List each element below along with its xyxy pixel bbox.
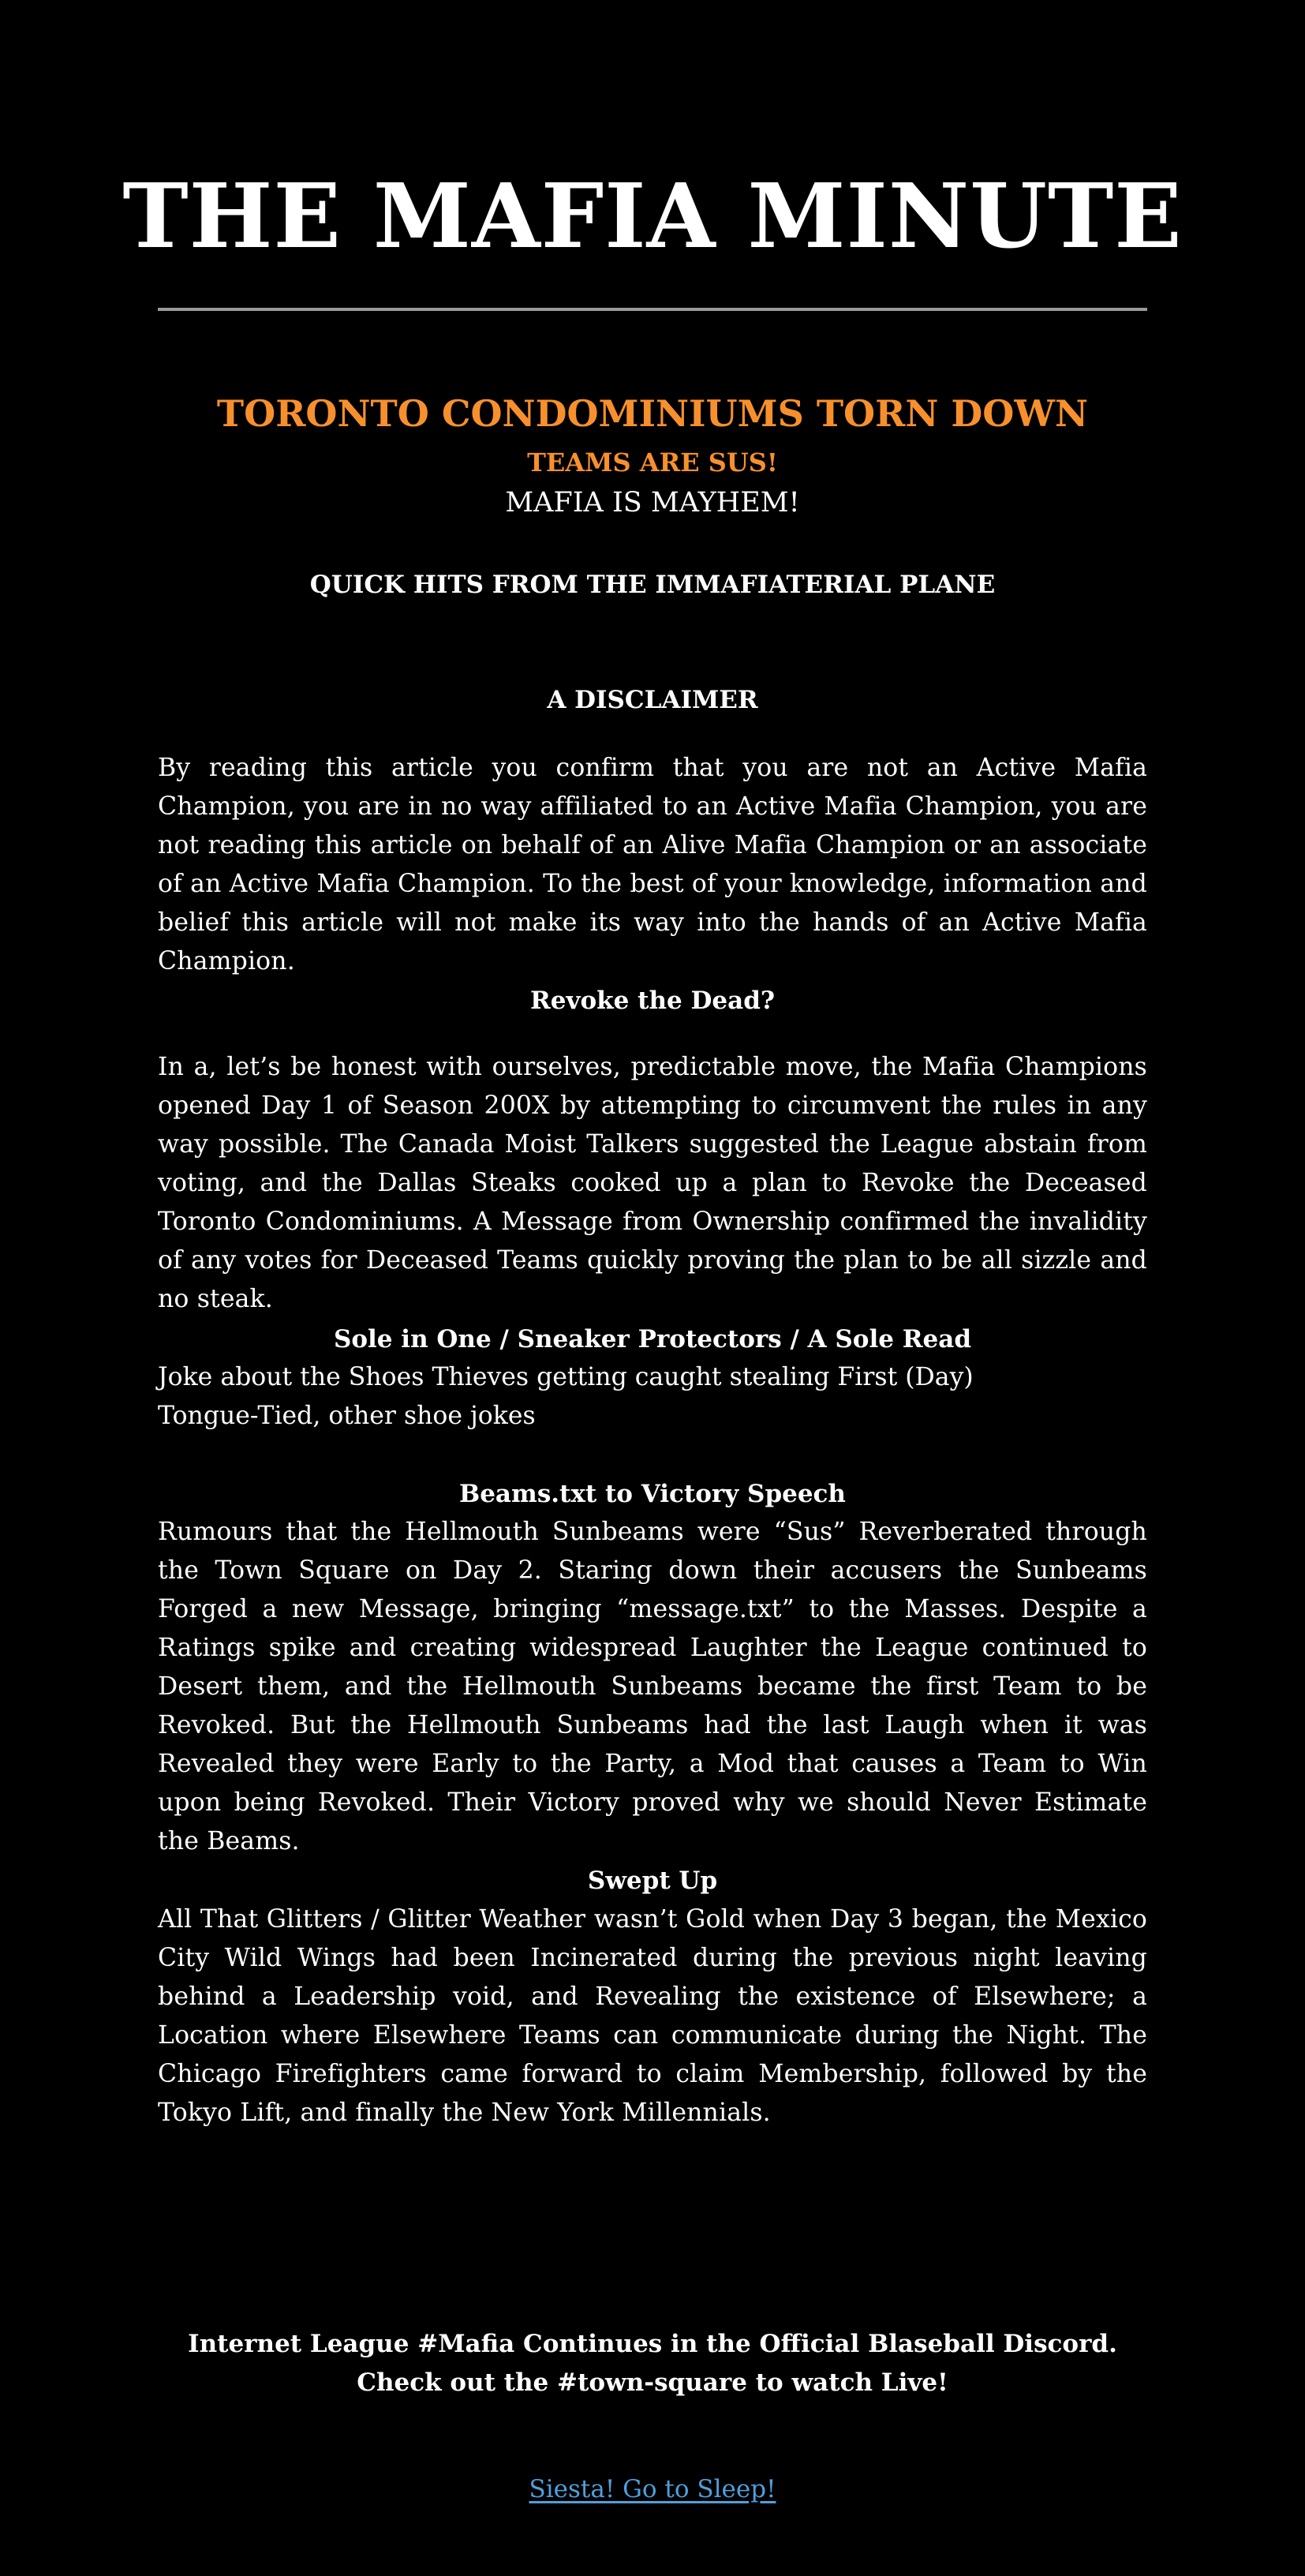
quick-hits-heading: QUICK HITS FROM THE IMMAFIATERIAL PLANE bbox=[309, 571, 996, 599]
masthead-title: THE MAFIA MINUTE bbox=[122, 165, 1183, 268]
sole-title: Sole in One / Sneaker Protectors / A Sole Read bbox=[333, 1325, 972, 1354]
disclaimer-title: A DISCLAIMER bbox=[547, 686, 758, 714]
swept-title: Swept Up bbox=[587, 1866, 718, 1895]
sole-line-1: Joke about the Shoes Thieves getting caught stealing First (Day) bbox=[158, 1363, 974, 1391]
siesta-link[interactable]: Siesta! Go to Sleep! bbox=[529, 2475, 776, 2503]
lead-headline: TORONTO CONDOMINIUMS TORN DOWN bbox=[216, 392, 1089, 435]
beams-body: Rumours that the Hellmouth Sunbeams were “Sus” Reverberated through the Town Square on Day 2. Staring down their accusers the Sunbeams Forged a new Message, bringing “message.txt” to the Masses. Despite a Ratings spike and creating widespread Laughter the League continued to Desert them, and the Hellmouth Sunbeams became the first Team to be Revoked. But the Hellmouth Sunbeams had the last Laugh when it was Revealed they were Early to the Party, a Mod that causes a Team to Win upon being Revoked. Their Victory proved why we should Never Estimate the Beams. bbox=[158, 1518, 1147, 1855]
revoke-title: Revoke the Dead? bbox=[529, 987, 776, 1015]
footer-link-wrapper bbox=[0, 2469, 1305, 2510]
masthead-divider bbox=[158, 308, 1147, 311]
disclaimer-body: By reading this article you confirm that you are not an Active Mafia Champion, you are in no way affiliated to an Active Mafia Champion, you are not reading this article on behalf of an Alive Mafia Champion or an associate of an Active Mafia Champion. To the best of your knowledge, information and belief this article will not make its way into the hands of an Active Mafia Champion. bbox=[158, 754, 1147, 975]
lead-tagline: MAFIA IS MAYHEM! bbox=[505, 487, 800, 519]
footer-note: Internet League #Mafia Continues in the Official Blaseball Discord. Check out the #town-square to watch Live! bbox=[188, 2330, 1117, 2397]
sole-line-2: Tongue-Tied, other shoe jokes bbox=[158, 1402, 536, 1430]
lead-subhead: TEAMS ARE SUS! bbox=[527, 447, 778, 477]
beams-title: Beams.txt to Victory Speech bbox=[459, 1480, 846, 1508]
revoke-body: In a, let’s be honest with ourselves, predictable move, the Mafia Champions opened Day 1 of Season 200X by attempting to circumvent the rules in any way possible. The Canada Moist Talkers suggested the League abstain from voting, and the Dallas Steaks cooked up a plan to Revoke the Deceased Toronto Condominiums. A Message from Ownership confirmed the invalidity of any votes for Deceased Teams quickly proving the plan to be all sizzle and no steak. bbox=[158, 1053, 1147, 1313]
swept-body: All That Glitters / Glitter Weather wasn’t Gold when Day 3 began, the Mexico City Wild Wings had been Incinerated during the previous night leaving behind a Leadership void, and Revealing the existence of Elsewhere; a Location where Elsewhere Teams can communicate during the Night. The Chicago Firefighters came forward to claim Membership, followed by the Tokyo Lift, and finally the New York Millennials. bbox=[158, 1905, 1147, 2127]
